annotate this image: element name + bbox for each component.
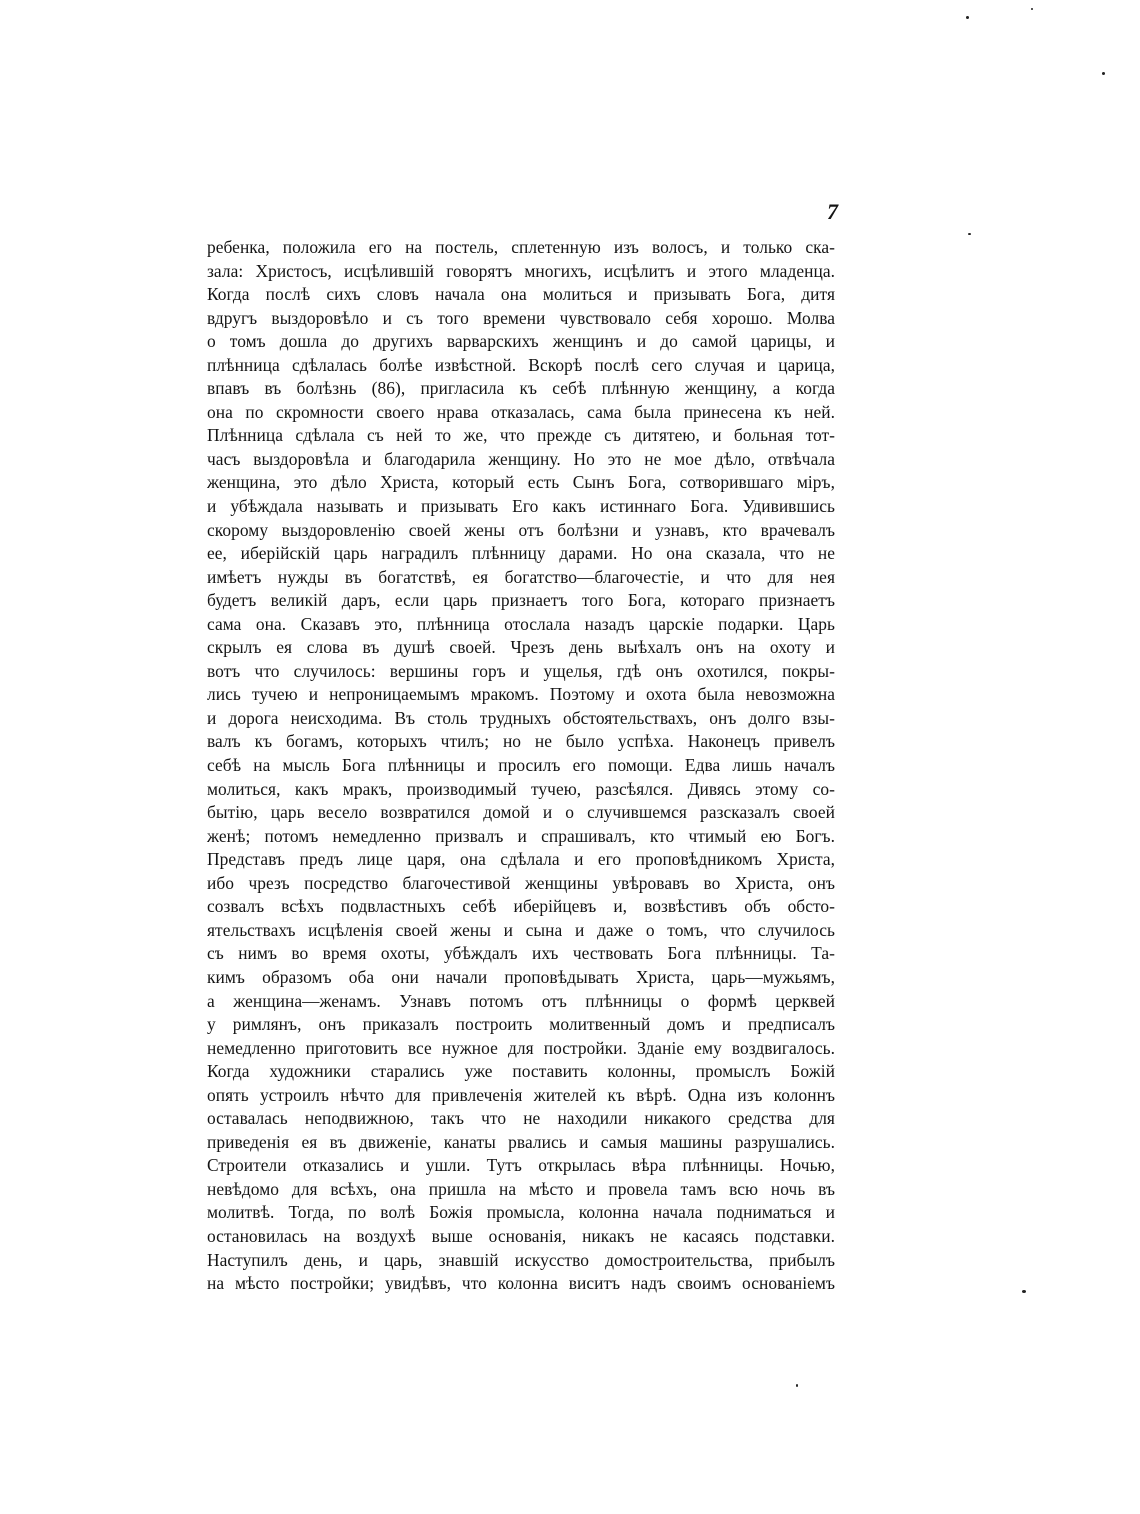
text-line: часъ выздоровѣла и благодарила женщину. Но это не мое дѣло, отвѣчала <box>207 448 835 469</box>
text-line: плѣнница сдѣлалась болѣе извѣстной. Вскорѣ послѣ сего случая и царица, <box>207 354 835 375</box>
text-line: Плѣнница сдѣлала съ ней то же, что прежде съ дитятею, и больная тот- <box>207 425 835 446</box>
text-line: невѣдомо для всѣхъ, она пришла на мѣсто и провела тамъ всю ночь въ <box>207 1178 835 1199</box>
text-line: на мѣсто постройки; увидѣвъ, что колонна виситъ надъ своимъ основаніемъ <box>207 1273 835 1294</box>
text-line: вдругъ выздоровѣло и съ того времени чувствовало себя хорошо. Молва <box>207 307 835 328</box>
scan-speck <box>1022 1290 1026 1293</box>
text-line: скрылъ ея слова въ душѣ своей. Чрезъ день выѣхалъ онъ на охоту и <box>207 637 835 658</box>
text-line: немедленно приготовить все нужное для постройки. Зданіе ему воздвигалось. <box>207 1037 835 1058</box>
text-line: ребенка, положила его на постель, сплетенную изъ волосъ, и только ска- <box>207 237 835 257</box>
text-line: сама она. Сказавъ это, плѣнница отослала назадъ царскіе подарки. Царь <box>207 613 835 634</box>
text-line: о томъ дошла до другихъ варварскихъ женщинъ и до самой царицы, и <box>207 331 835 352</box>
text-line: кимъ образомъ оба они начали проповѣдывать Христа, царь—мужьямъ, <box>207 966 835 987</box>
scan-speck <box>1102 72 1105 75</box>
text-line: молиться, какъ мракъ, производимый тучею, разсѣялся. Дивясь этому со- <box>207 778 835 799</box>
text-line: а женщина—женамъ. Узнавъ потомъ отъ плѣнницы о формѣ церквей <box>207 990 835 1011</box>
text-line: бытію, царь весело возвратился домой и о случившемся разсказалъ своей <box>207 802 835 823</box>
text-line: впавъ въ болѣзнь (86), пригласила къ себѣ плѣнную женщину, а когда <box>207 378 835 399</box>
page-number: 7 <box>827 199 838 224</box>
text-line: Строители отказались и ушли. Тутъ открылась вѣра плѣнницы. Ночью, <box>207 1155 835 1176</box>
text-line: Когда послѣ сихъ словъ начала она молиться и призывать Бога, дитя <box>207 284 835 305</box>
text-line: женѣ; потомъ немедленно призвалъ и спрашивалъ, кто чтимый ею Богъ. <box>207 825 835 846</box>
text-line: ибо чрезъ посредство благочестивой женщины увѣровавъ во Христа, онъ <box>207 872 835 893</box>
text-line: созвалъ всѣхъ подвластныхъ себѣ иберійцевъ и, возвѣстивъ объ обсто- <box>207 896 835 917</box>
text-line: лись тучею и непроницаемымъ мракомъ. Поэтому и охота была невозможна <box>207 684 835 705</box>
scan-speck <box>966 16 969 19</box>
text-line: опять устроилъ нѣчто для привлеченія жителей къ вѣрѣ. Одна изъ колоннъ <box>207 1084 835 1105</box>
text-line: Когда художники старались уже поставить колонны, промыслъ Божій <box>207 1061 835 1082</box>
text-line: приведенія ея въ движеніе, канаты рвались и самыя машины разрушались. <box>207 1131 835 1152</box>
scan-speck <box>968 233 971 235</box>
text-line: Наступилъ день, и царь, знавшій искусство домостроительства, прибылъ <box>207 1249 835 1270</box>
text-line: оставалась неподвижною, такъ что не находили никакого средства для <box>207 1108 835 1129</box>
text-line: Представъ предъ лице царя, она сдѣлала и его проповѣдникомъ Христа, <box>207 849 835 870</box>
text-line: остановилась на воздухѣ выше основанія, никакъ не касаясь подставки. <box>207 1225 835 1246</box>
text-line: и убѣждала называть и призывать Его какъ истиннаго Бога. Удивившись <box>207 496 835 517</box>
text-line: будетъ великій даръ, если царь признаетъ того Бога, котораго признаетъ <box>207 590 835 611</box>
text-line: ятельствахъ исцѣленія своей жены и сына и даже о томъ, что случилось <box>207 919 835 940</box>
text-line: ее, иберійскій царь наградилъ плѣнницу дарами. Но она сказала, что не <box>207 543 835 564</box>
body-text <box>207 236 835 1296</box>
scan-speck <box>1031 8 1033 10</box>
text-line: у римлянъ, онъ приказалъ построить молитвенный домъ и предписалъ <box>207 1014 835 1035</box>
text-line: женщина, это дѣло Христа, который есть Сынъ Бога, сотворившаго міръ, <box>207 472 835 493</box>
text-line: вотъ что случилось: вершины горъ и ущелья, гдѣ онъ охотился, покры- <box>207 660 835 681</box>
text-line: молитвѣ. Тогда, по волѣ Божія промысла, колонна начала подниматься и <box>207 1202 835 1223</box>
text-line: она по скромности своего нрава отказалась, сама была принесена къ ней. <box>207 401 835 422</box>
text-line: скорому выздоровленію своей жены отъ болѣзни и узнавъ, кто врачевалъ <box>207 519 835 540</box>
text-line: имѣетъ нужды въ богатствѣ, ея богатство—благочестіе, и что для нея <box>207 566 835 587</box>
text-line: валъ къ богамъ, которыхъ чтилъ; но не было успѣха. Наконецъ привелъ <box>207 731 835 752</box>
text-line: зала: Христосъ, исцѣлившій говорятъ многихъ, исцѣлитъ и этого младенца. <box>207 260 835 281</box>
text-line: и дорога неисходима. Въ столь трудныхъ обстоятельствахъ, онъ долго взы- <box>207 707 835 728</box>
text-line: себѣ на мысль Бога плѣнницы и просилъ его помощи. Едва лишь началъ <box>207 755 835 776</box>
text-line: съ нимъ во время охоты, убѣждалъ ихъ чествовать Бога плѣнницы. Та- <box>207 943 835 964</box>
scan-speck <box>796 1384 798 1387</box>
